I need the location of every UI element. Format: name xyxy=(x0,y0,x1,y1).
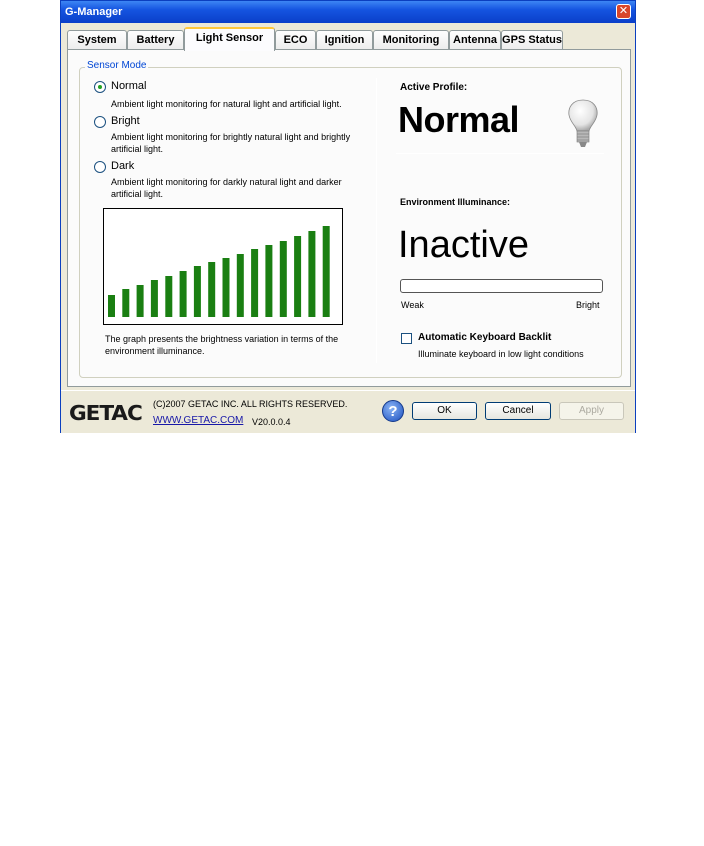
keyboard-backlit-desc: Illuminate keyboard in low light conditions xyxy=(418,349,584,359)
radio-dark[interactable] xyxy=(94,161,106,173)
tab-battery[interactable]: Battery xyxy=(127,30,184,50)
illuminance-meter xyxy=(400,279,603,293)
copyright-text: (C)2007 GETAC INC. ALL RIGHTS RESERVED. xyxy=(153,399,348,409)
window-title: G-Manager xyxy=(65,6,123,18)
brightness-bar xyxy=(165,276,172,317)
title-bar xyxy=(61,1,635,23)
option-bright-label[interactable]: Bright xyxy=(111,115,140,127)
vertical-divider xyxy=(376,78,377,363)
tab-ignition[interactable]: Ignition xyxy=(316,30,373,50)
environment-illuminance-value: Inactive xyxy=(398,224,529,266)
sensor-mode-group xyxy=(79,60,622,378)
radio-normal[interactable] xyxy=(94,81,106,93)
active-profile-value: Normal xyxy=(398,99,520,140)
brightness-graph xyxy=(103,208,343,325)
option-dark-desc: Ambient light monitoring for darkly natural light and darker artificial light. xyxy=(111,177,342,199)
tab-light-sensor[interactable]: Light Sensor xyxy=(184,27,275,51)
ok-button[interactable]: OK xyxy=(412,402,477,420)
radio-bright[interactable] xyxy=(94,116,106,128)
brightness-bar xyxy=(137,285,144,317)
tab-eco[interactable]: ECO xyxy=(275,30,316,50)
brightness-bar xyxy=(237,254,244,317)
getac-logo: GETAC xyxy=(69,401,142,425)
close-button[interactable]: ✕ xyxy=(616,4,631,19)
tab-system[interactable]: System xyxy=(67,30,127,50)
group-title: Sensor Mode xyxy=(87,60,147,71)
graph-caption: The graph presents the brightness variation in terms of the environment illuminance. xyxy=(105,334,339,356)
profile-divider xyxy=(396,153,604,154)
brightness-bar xyxy=(223,258,230,317)
weak-label: Weak xyxy=(401,300,424,310)
option-dark-label[interactable]: Dark xyxy=(111,160,135,172)
brightness-bar xyxy=(294,236,301,317)
option-bright-desc: Ambient light monitoring for brightly natural light and brightly artificial light. xyxy=(111,132,351,154)
apply-button[interactable]: Apply xyxy=(559,402,624,420)
footer-bar xyxy=(61,390,635,433)
g-manager-window xyxy=(60,0,636,433)
brightness-bar xyxy=(308,231,315,317)
website-link[interactable]: WWW.GETAC.COM xyxy=(153,415,244,426)
light-sensor-panel xyxy=(67,49,631,387)
brightness-chart xyxy=(104,209,342,324)
brightness-bar xyxy=(122,289,129,317)
brightness-bar xyxy=(180,271,187,317)
brightness-bar xyxy=(194,266,201,317)
cancel-button[interactable]: Cancel xyxy=(485,402,551,420)
brightness-bar xyxy=(265,245,272,317)
help-icon[interactable]: ? xyxy=(382,400,404,422)
tab-antenna[interactable]: Antenna xyxy=(449,30,501,50)
keyboard-backlit-checkbox[interactable] xyxy=(401,333,412,344)
version-text: V20.0.0.4 xyxy=(252,417,291,427)
tab-gps-status[interactable]: GPS Status xyxy=(501,30,563,50)
keyboard-backlit-label[interactable]: Automatic Keyboard Backlit xyxy=(418,332,552,343)
tab-monitoring[interactable]: Monitoring xyxy=(373,30,449,50)
brightness-bar xyxy=(251,249,258,317)
brightness-bar xyxy=(108,295,115,317)
bright-label: Bright xyxy=(576,300,600,310)
brightness-bar xyxy=(280,241,287,317)
brightness-bar xyxy=(323,226,330,317)
brightness-bar xyxy=(208,262,215,317)
lightbulb-icon xyxy=(566,98,600,150)
environment-illuminance-label: Environment Illuminance: xyxy=(400,197,511,207)
option-normal-label[interactable]: Normal xyxy=(111,80,147,92)
brightness-bar xyxy=(151,280,158,317)
option-normal-desc: Ambient light monitoring for natural light and artificial light. xyxy=(111,99,342,109)
active-profile-label: Active Profile: xyxy=(400,82,468,93)
